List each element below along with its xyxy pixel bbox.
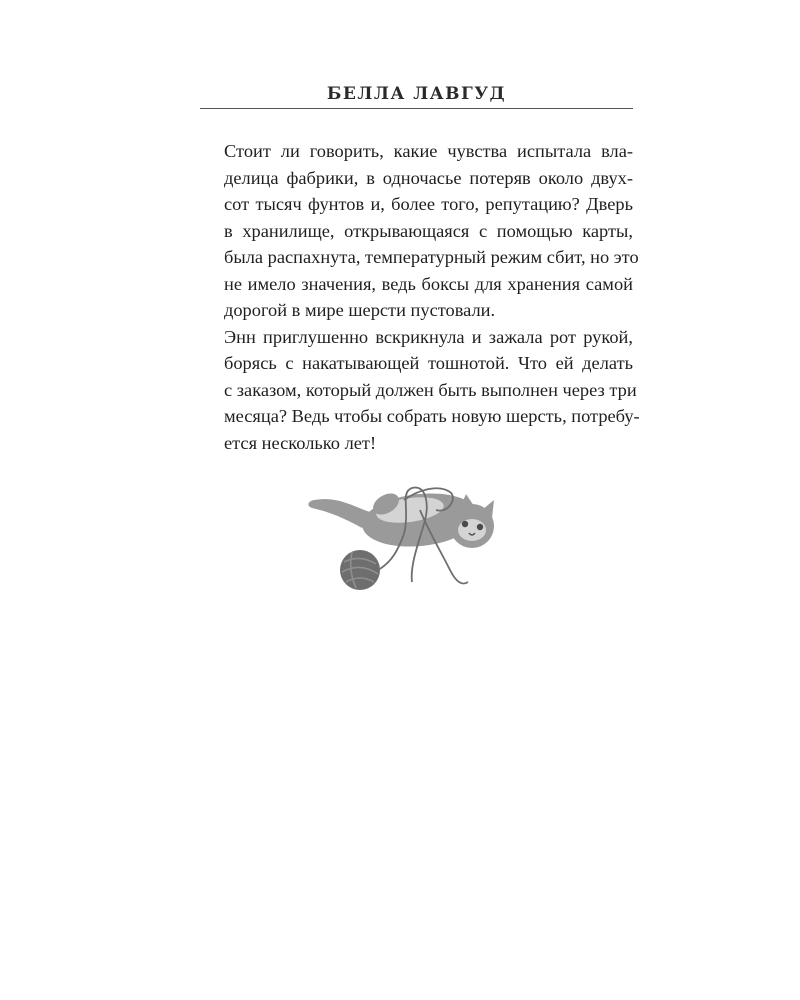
paragraph-2 <box>200 324 640 457</box>
text-line: дорогой в мире шерсти пустовали. <box>224 300 496 320</box>
cat-with-yarn-ball-icon <box>300 470 510 600</box>
text-line: месяца? Ведь чтобы собрать новую шерсть, потребу- <box>224 406 640 426</box>
text-line: с заказом, который должен быть выполнен через три <box>224 379 637 400</box>
text-line: ется несколько лет! <box>224 432 377 453</box>
page-body <box>200 138 640 456</box>
cat-tail <box>308 499 370 528</box>
running-head-title: БЕЛЛА ЛАВГУД <box>326 84 507 104</box>
header-rule <box>200 108 633 109</box>
cat-eye <box>477 524 483 530</box>
paragraph-1 <box>200 138 639 324</box>
cat-face <box>458 519 486 541</box>
text-line: была распахнута, температурный режим сбит, но это <box>224 247 639 267</box>
text-line: в хранилище, открывающаяся с помощью карты, <box>224 220 633 241</box>
text-line: Энн приглушенно вскрикнула и зажала рот рукой, <box>224 326 633 347</box>
cat-eye <box>462 521 468 527</box>
text-line: не имело значения, ведь боксы для хранения самой <box>224 273 633 294</box>
text-line: Стоит ли говорить, какие чувства испытала вла- <box>224 141 633 161</box>
text-line: делица фабрики, в одночасье потеряв около двух- <box>224 167 633 188</box>
text-line: борясь с накатывающей тошнотой. Что ей делать <box>224 353 633 373</box>
text-line: сот тысяч фунтов и, более того, репутацию? Дверь <box>224 194 633 214</box>
